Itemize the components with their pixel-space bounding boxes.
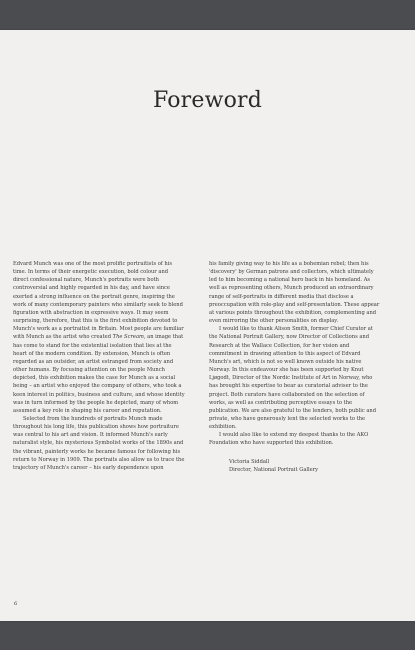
right-column [209, 260, 381, 474]
left-paragraph-2: Selected from the hundreds of portraits Munch made throughout his long life, this publication shows how portraiture was central to his art and vision. It informed Munch's early naturalist style, his mysterious Symbolist works of the 1890s and the vibrant, painterly works he became famous for following his return to Norway in 1909. The portraits also allow us to trace the trajectory of Munch's career – his early dependence upon [13, 415, 185, 471]
right-paragraph-2: I would like to thank Alison Smith, former Chief Curator at the National Portrait Gallery, now Director of Collections and Research at the Wallace Collection, for her vision and commitment in drawing attention to this aspect of Edvard Munch's art, which is not so well known outside his native Norway. In this endeavour she has been supported by Knut Ljøgodt, Director of the Nordic Institute of Art in Norway, who has brought his expertise to bear as curatorial adviser to the project. Both curators have collaborated on the selection of works, as well as contributing perceptive essays to the publication. We are also grateful to the lenders, both public and private, who have generously lent the selected works to the exhibition. [209, 326, 377, 431]
signature-title: Director, National Portrait Gallery [229, 466, 319, 473]
left-paragraph-1 [13, 260, 185, 415]
left-paragraph-1-text: Edvard Munch was one of the most prolific portraitists of his time. In terms of their energetic execution, bold colour and direct confessional nature, Munch's portraits were both controversial and highly regarded in his day, and have since exerted a strong influence on the portrait genre, inspiring the work of many contemporary painters who similarly seek to blend figuration with abstraction in expressive ways. It may seem surprising, therefore, that this is the first exhibition devoted to Munch's work as a portraitist in Britain. Most people are familiar with Munch as the artist who created [13, 261, 184, 341]
artwork-title: The Scream [112, 334, 144, 341]
book-page [0, 30, 415, 621]
right-paragraph-1: his family giving way to his life as a bohemian rebel; then his 'discovery' by German patrons and collectors, which ultimately led to him becoming a national hero back in his homeland. As well as representing others, Munch produced an extraordinary range of self-portraits in different media that disclose a preoccupation with role-play and self-presentation. These appear at various points throughout the exhibition, complementing and even mirroring the other personalities on display. [209, 261, 380, 325]
left-column [13, 260, 185, 472]
signature-block [209, 458, 381, 474]
right-paragraph-3: I would also like to extend my deepest thanks to the AKO Foundation who have supported this exhibition. [209, 432, 369, 447]
signature-name: Victoria Siddall [229, 458, 270, 465]
page-number: 6 [14, 601, 18, 607]
left-paragraph-1-end: , an image that has come to stand for the existential isolation that lies at the heart of the modern condition. By extension, Munch is often regarded as an outsider, an artist estranged from society and other humans. By focusing attention on the people Munch depicted, this exhibition makes the case for Munch as a social being – an artist who enjoyed the company of others, who took a keen interest in politics, business and culture, and whose identity was in turn informed by the people he depicted, many of whom assumed a key role in shaping his career and reputation. [13, 334, 185, 414]
page-title: Foreword [152, 88, 263, 113]
